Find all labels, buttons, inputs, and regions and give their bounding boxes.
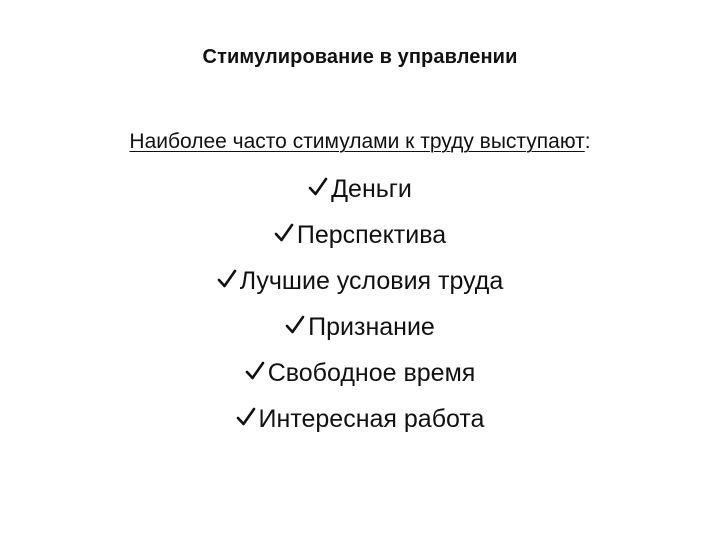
checkmark-icon xyxy=(308,176,328,198)
list-item xyxy=(0,212,720,258)
list-item-label: Интересная работа xyxy=(258,405,485,433)
list-item xyxy=(0,396,720,442)
list-item-label: Перспектива xyxy=(296,221,447,249)
list-item-label: Лучшие условия труда xyxy=(239,267,504,295)
list-item xyxy=(0,304,720,350)
checkmark-icon xyxy=(245,360,265,382)
checkmark-icon xyxy=(236,406,256,428)
intro-text: Наиболее часто стимулами к труду выступают xyxy=(129,130,585,153)
list-item-label: Деньги xyxy=(331,175,412,203)
incentives-list xyxy=(0,166,720,442)
list-item-label: Свободное время xyxy=(267,359,476,387)
checkmark-icon xyxy=(274,222,294,244)
intro-line xyxy=(0,128,720,156)
checkmark-icon xyxy=(285,314,305,336)
slide-title: Стимулирование в управлении xyxy=(202,46,518,68)
list-item-label: Признание xyxy=(308,313,435,341)
intro-colon: : xyxy=(584,130,591,153)
checkmark-icon xyxy=(217,268,237,290)
list-item xyxy=(0,258,720,304)
list-item xyxy=(0,166,720,212)
list-item xyxy=(0,350,720,396)
